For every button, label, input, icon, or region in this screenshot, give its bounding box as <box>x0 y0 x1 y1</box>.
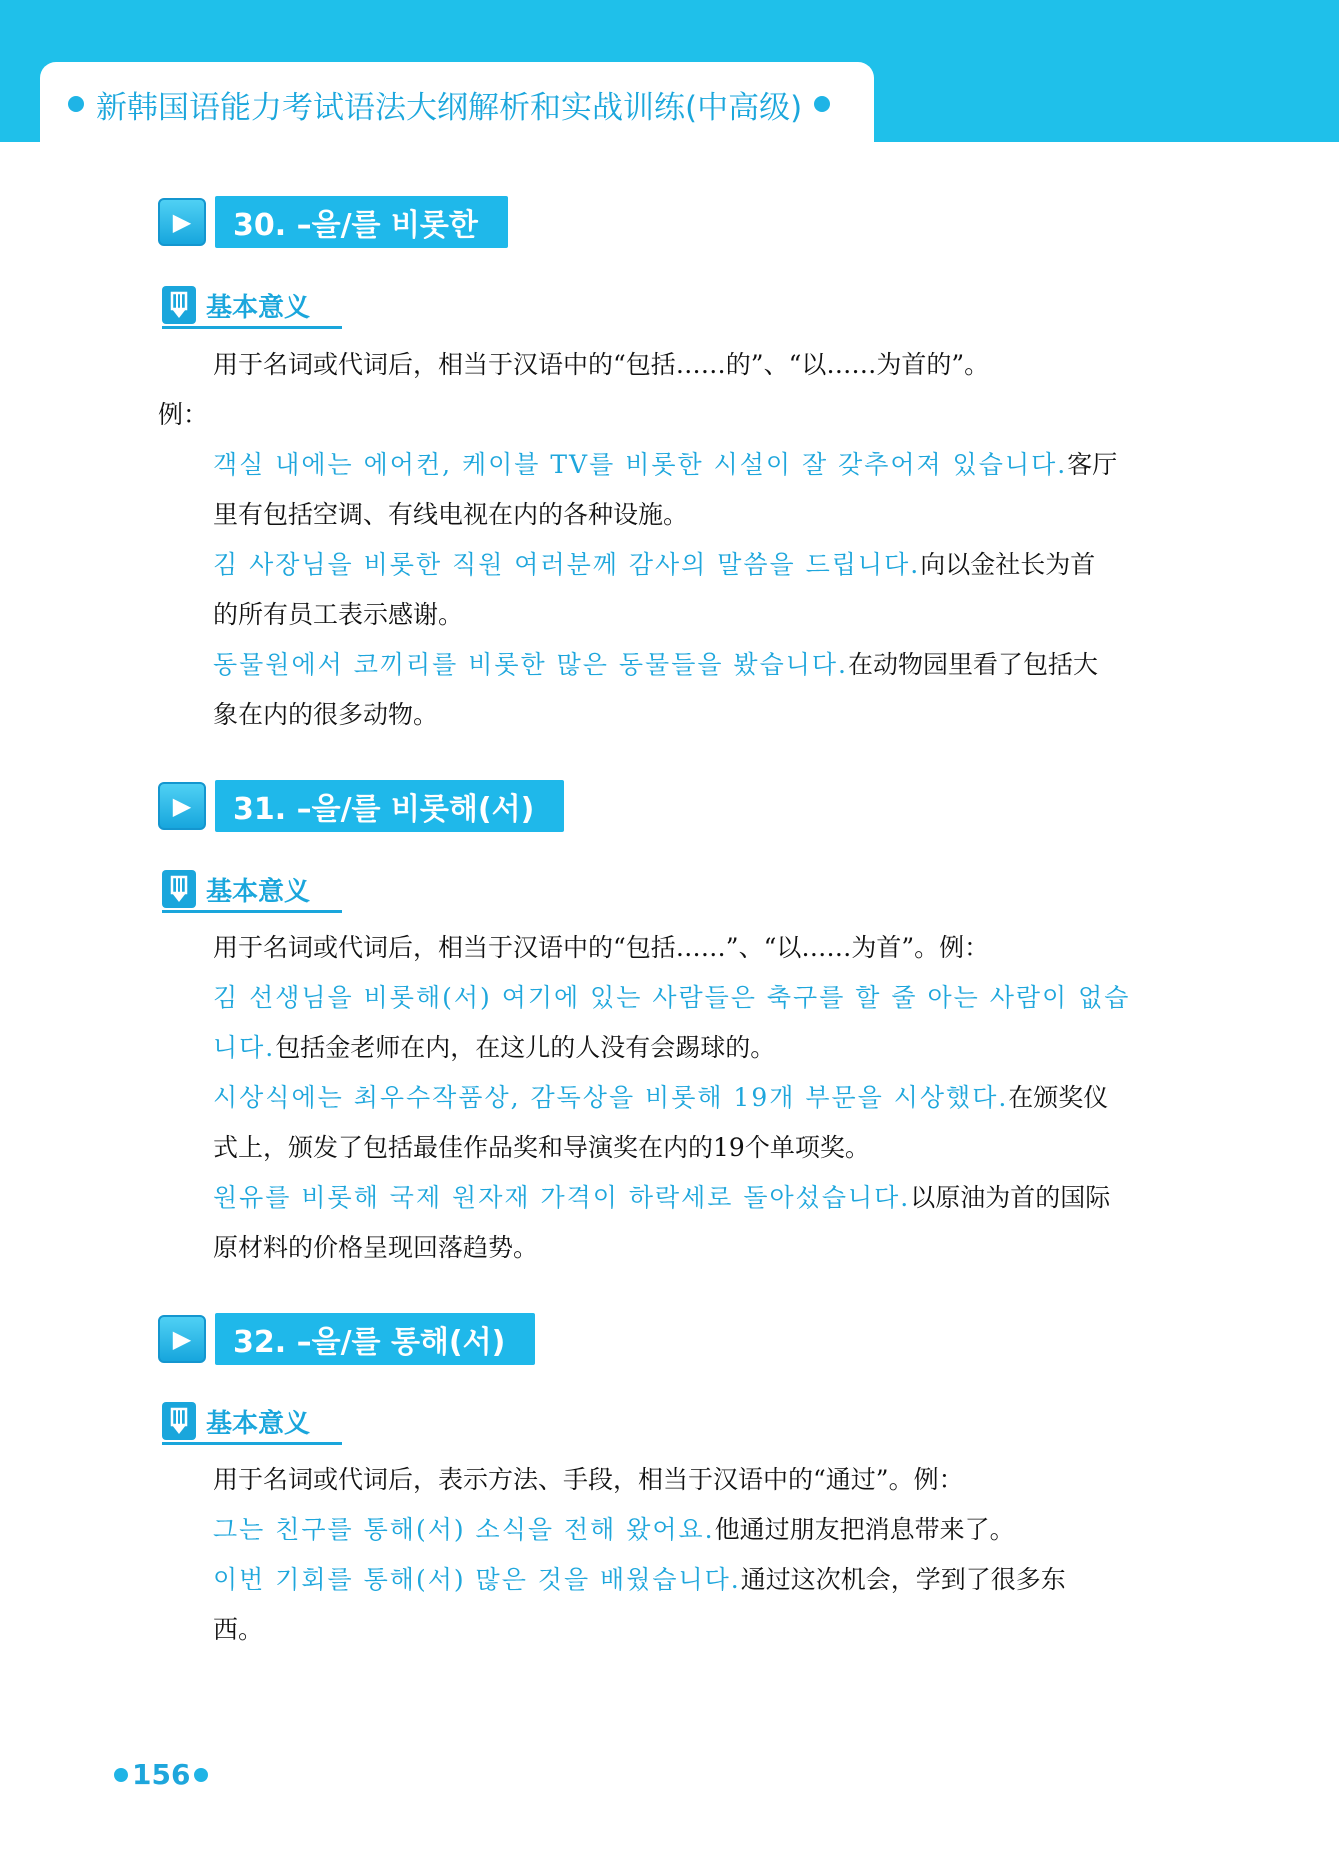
example-line <box>213 1173 1183 1223</box>
chinese-translation: 客厅 <box>1067 450 1118 479</box>
chinese-translation: 在颁奖仪 <box>1008 1083 1109 1112</box>
section-heading-32 <box>158 1313 535 1365</box>
meaning-label: 基本意义 <box>206 1408 311 1439</box>
section-title: 30. –을/를 비롯한 <box>215 196 508 248</box>
translation-line: 原材料的价格呈现回落趋势。 <box>213 1233 539 1262</box>
example-line <box>213 1023 1183 1073</box>
korean-example: 시상식에는 최우수작품상, 감독상을 비롯해 19개 부문을 시상했다. <box>213 1083 1009 1112</box>
section-title: 31. –을/를 비롯해(서) <box>215 780 564 832</box>
example-line <box>213 973 1183 1023</box>
korean-example: 김 선생님을 비롯해(서) 여기에 있는 사람들은 축구를 할 줄 아는 사람이 없습 <box>213 983 1131 1012</box>
page-number <box>114 1758 208 1791</box>
bullet-dot-icon <box>814 96 830 112</box>
chinese-translation: 在动物园里看了包括大 <box>847 650 1098 679</box>
bullet-dot-icon <box>194 1768 208 1782</box>
book-title: 新韩国语能力考试语法大纲解析和实战训练(中高级) <box>96 89 803 126</box>
korean-example: 이번 기회를 통해(서) 많은 것을 배웠습니다. <box>213 1565 741 1594</box>
example-line <box>213 1555 1183 1605</box>
section-heading-30 <box>158 196 508 248</box>
play-icon: ▶ <box>158 1315 206 1363</box>
translation-line: 西。 <box>213 1615 264 1644</box>
pencil-icon <box>162 1402 196 1440</box>
translation-line: 里有包括空调、有线电视在内的各种设施。 <box>213 500 689 529</box>
header-title-tab <box>40 62 874 142</box>
chinese-translation: 向以金社长为首 <box>920 550 1096 579</box>
bullet-dot-icon <box>68 96 84 112</box>
korean-example: 니다. <box>213 1033 276 1062</box>
example-line <box>213 1073 1183 1123</box>
page-number-text: 156 <box>132 1758 191 1791</box>
pencil-icon <box>162 870 196 908</box>
korean-example: 객실 내에는 에어컨, 케이블 TV를 비롯한 시설이 잘 갖추어져 있습니다. <box>213 450 1068 479</box>
chinese-translation: 以原油为首的国际 <box>910 1183 1111 1212</box>
meaning-heading <box>162 868 342 913</box>
korean-example: 동물원에서 코끼리를 비롯한 많은 동물들을 봤습니다. <box>213 650 848 679</box>
chinese-translation: 包括金老师在内，在这儿的人没有会踢球的。 <box>275 1033 776 1062</box>
pencil-icon <box>162 286 196 324</box>
example-line <box>213 540 1183 590</box>
play-icon: ▶ <box>158 782 206 830</box>
definition-text: 用于名词或代词后，相当于汉语中的“包括……”、“以……为首”。例： <box>213 933 990 962</box>
chinese-translation: 他通过朋友把消息带来了。 <box>714 1515 1015 1544</box>
play-icon: ▶ <box>158 198 206 246</box>
section-title: 32. –을/를 통해(서) <box>215 1313 535 1365</box>
example-line <box>213 640 1183 690</box>
translation-line: 式上，颁发了包括最佳作品奖和导演奖在内的19个单项奖。 <box>213 1133 870 1162</box>
korean-example: 김 사장님을 비롯한 직원 여러분께 감사의 말씀을 드립니다. <box>213 550 921 579</box>
translation-line: 象在内的很多动物。 <box>213 700 439 729</box>
example-line <box>213 440 1183 490</box>
bullet-dot-icon <box>114 1768 128 1782</box>
chinese-translation: 通过这次机会，学到了很多东 <box>740 1565 1066 1594</box>
example-label: 例： <box>158 400 209 429</box>
example-line <box>213 1505 1183 1555</box>
korean-example: 그는 친구를 통해(서) 소식을 전해 왔어요. <box>213 1515 715 1544</box>
meaning-label: 基本意义 <box>206 876 311 907</box>
meaning-heading <box>162 1400 342 1445</box>
translation-line: 的所有员工表示感谢。 <box>213 600 464 629</box>
section-heading-31 <box>158 780 564 832</box>
meaning-label: 基本意义 <box>206 292 311 323</box>
meaning-heading <box>162 284 342 329</box>
definition-text: 用于名词或代词后，相当于汉语中的“包括……的”、“以……为首的”。 <box>213 350 990 379</box>
definition-text: 用于名词或代词后，表示方法、手段，相当于汉语中的“通过”。例： <box>213 1465 964 1494</box>
korean-example: 원유를 비롯해 국제 원자재 가격이 하락세로 돌아섰습니다. <box>213 1183 911 1212</box>
